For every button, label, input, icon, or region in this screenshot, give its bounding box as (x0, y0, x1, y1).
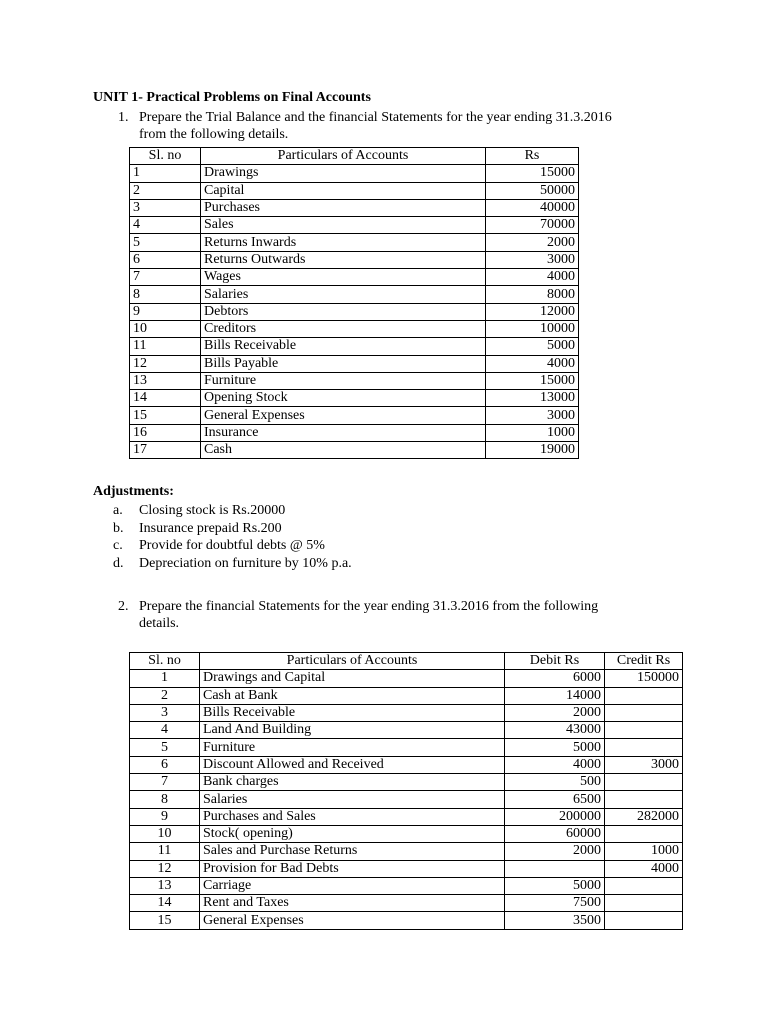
list-item (113, 555, 352, 573)
debit-cell: 6000 (505, 670, 605, 687)
serial-number-cell: 8 (130, 791, 200, 808)
particulars-cell: Bills Receivable (200, 704, 505, 721)
credit-cell (605, 774, 683, 791)
amount-cell: 3000 (486, 251, 579, 268)
table-row (130, 286, 579, 303)
table-row (130, 704, 683, 721)
serial-number-cell: 4 (130, 722, 200, 739)
question-2-text-line1: Prepare the financial Statements for the year ending 31.3.2016 from the following (139, 599, 599, 614)
adjustments-heading: Adjustments: (93, 484, 174, 499)
amount-cell: 15000 (486, 165, 579, 182)
serial-number-cell: 8 (130, 286, 201, 303)
serial-number-cell: 13 (130, 372, 201, 389)
serial-number-cell: 6 (130, 756, 200, 773)
list-item-text: Provide for doubtful debts @ 5% (139, 538, 325, 553)
amount-cell: 70000 (486, 217, 579, 234)
table-row (130, 808, 683, 825)
serial-number-cell: 11 (130, 338, 201, 355)
particulars-cell: Carriage (200, 877, 505, 894)
serial-number-cell: 14 (130, 895, 200, 912)
list-item-text: Closing stock is Rs.20000 (139, 503, 286, 518)
particulars-cell: Cash (201, 442, 486, 459)
table-row (130, 877, 683, 894)
serial-number-cell: 2 (130, 687, 200, 704)
particulars-cell: Drawings and Capital (200, 670, 505, 687)
credit-cell: 282000 (605, 808, 683, 825)
table-row (130, 442, 579, 459)
accounts-table (129, 652, 683, 930)
particulars-cell: Salaries (200, 791, 505, 808)
serial-number-cell: 12 (130, 355, 201, 372)
debit-cell: 5000 (505, 877, 605, 894)
table-row (130, 269, 579, 286)
serial-number-cell: 9 (130, 303, 201, 320)
particulars-cell: Purchases and Sales (200, 808, 505, 825)
column-header: Debit Rs (505, 653, 605, 670)
table-row (130, 338, 579, 355)
serial-number-cell: 15 (130, 407, 201, 424)
particulars-cell: Creditors (201, 320, 486, 337)
credit-cell (605, 739, 683, 756)
credit-cell (605, 825, 683, 842)
particulars-cell: Sales (201, 217, 486, 234)
amount-cell: 1000 (486, 424, 579, 441)
credit-cell: 1000 (605, 843, 683, 860)
credit-cell: 3000 (605, 756, 683, 773)
question-2 (118, 598, 678, 632)
column-header: Sl. no (130, 148, 201, 165)
credit-cell (605, 791, 683, 808)
serial-number-cell: 1 (130, 165, 201, 182)
particulars-cell: Sales and Purchase Returns (200, 843, 505, 860)
amount-cell: 5000 (486, 338, 579, 355)
list-item-letter: d. (113, 555, 124, 571)
particulars-cell: General Expenses (200, 912, 505, 929)
table-row (130, 739, 683, 756)
amount-cell: 50000 (486, 182, 579, 199)
particulars-cell: Rent and Taxes (200, 895, 505, 912)
table-header-row (130, 148, 579, 165)
list-item-letter: a. (113, 503, 123, 518)
particulars-cell: Bank charges (200, 774, 505, 791)
serial-number-cell: 7 (130, 269, 201, 286)
credit-cell (605, 704, 683, 721)
table-row (130, 825, 683, 842)
serial-number-cell: 3 (130, 704, 200, 721)
debit-cell: 2000 (505, 843, 605, 860)
question-2-number: 2. (118, 599, 129, 614)
serial-number-cell: 5 (130, 739, 200, 756)
amount-cell: 13000 (486, 390, 579, 407)
table-row (130, 843, 683, 860)
amount-cell: 40000 (486, 199, 579, 216)
particulars-cell: Discount Allowed and Received (200, 756, 505, 773)
debit-cell (505, 860, 605, 877)
list-item (113, 537, 352, 555)
column-header: Particulars of Accounts (200, 653, 505, 670)
list-item-letter: b. (113, 520, 124, 536)
column-header: Credit Rs (605, 653, 683, 670)
serial-number-cell: 4 (130, 217, 201, 234)
amount-cell: 10000 (486, 320, 579, 337)
amount-cell: 15000 (486, 372, 579, 389)
debit-cell: 14000 (505, 687, 605, 704)
table-row (130, 722, 683, 739)
table-row (130, 355, 579, 372)
amount-cell: 2000 (486, 234, 579, 251)
list-item (113, 502, 352, 520)
amount-cell: 4000 (486, 355, 579, 372)
question-1-number: 1. (118, 110, 129, 125)
debit-cell: 43000 (505, 722, 605, 739)
page-title: UNIT 1- Practical Problems on Final Accounts (93, 90, 371, 105)
debit-cell: 2000 (505, 704, 605, 721)
question-1-text-line1: Prepare the Trial Balance and the financial Statements for the year ending 31.3.2016 (139, 110, 612, 125)
table-row (130, 320, 579, 337)
debit-cell: 7500 (505, 895, 605, 912)
table-row (130, 860, 683, 877)
amount-cell: 3000 (486, 407, 579, 424)
table-row (130, 182, 579, 199)
amount-cell: 19000 (486, 442, 579, 459)
table-row (130, 912, 683, 929)
credit-cell (605, 912, 683, 929)
column-header: Sl. no (130, 653, 200, 670)
table-row (130, 165, 579, 182)
question-2-text-line2: details. (139, 616, 180, 632)
particulars-cell: Stock( opening) (200, 825, 505, 842)
table-row (130, 234, 579, 251)
adjustments-list (113, 502, 352, 572)
debit-cell: 4000 (505, 756, 605, 773)
serial-number-cell: 7 (130, 774, 200, 791)
table-row (130, 756, 683, 773)
particulars-cell: Furniture (200, 739, 505, 756)
serial-number-cell: 15 (130, 912, 200, 929)
particulars-cell: Insurance (201, 424, 486, 441)
serial-number-cell: 10 (130, 825, 200, 842)
particulars-cell: Purchases (201, 199, 486, 216)
table-row (130, 687, 683, 704)
serial-number-cell: 16 (130, 424, 201, 441)
particulars-cell: Debtors (201, 303, 486, 320)
credit-cell (605, 895, 683, 912)
table-row (130, 791, 683, 808)
credit-cell (605, 877, 683, 894)
column-header: Particulars of Accounts (201, 148, 486, 165)
table-header-row (130, 653, 683, 670)
serial-number-cell: 6 (130, 251, 201, 268)
serial-number-cell: 2 (130, 182, 201, 199)
list-item-text: Depreciation on furniture by 10% p.a. (139, 555, 352, 571)
amount-cell: 4000 (486, 269, 579, 286)
serial-number-cell: 14 (130, 390, 201, 407)
column-header: Rs (486, 148, 579, 165)
serial-number-cell: 11 (130, 843, 200, 860)
serial-number-cell: 17 (130, 442, 201, 459)
particulars-cell: General Expenses (201, 407, 486, 424)
particulars-cell: Furniture (201, 372, 486, 389)
list-item-text: Insurance prepaid Rs.200 (139, 520, 282, 536)
debit-cell: 5000 (505, 739, 605, 756)
particulars-cell: Returns Inwards (201, 234, 486, 251)
table-row (130, 895, 683, 912)
particulars-cell: Wages (201, 269, 486, 286)
particulars-cell: Cash at Bank (200, 687, 505, 704)
debit-cell: 6500 (505, 791, 605, 808)
table-row (130, 407, 579, 424)
particulars-cell: Opening Stock (201, 390, 486, 407)
list-item-letter: c. (113, 538, 123, 553)
serial-number-cell: 3 (130, 199, 201, 216)
debit-cell: 500 (505, 774, 605, 791)
trial-balance-table (129, 147, 579, 459)
table-row (130, 670, 683, 687)
list-item (113, 520, 352, 538)
credit-cell: 4000 (605, 860, 683, 877)
particulars-cell: Bills Receivable (201, 338, 486, 355)
table-row (130, 424, 579, 441)
particulars-cell: Drawings (201, 165, 486, 182)
serial-number-cell: 9 (130, 808, 200, 825)
debit-cell: 3500 (505, 912, 605, 929)
table-row (130, 774, 683, 791)
table-row (130, 372, 579, 389)
table-row (130, 199, 579, 216)
amount-cell: 8000 (486, 286, 579, 303)
credit-cell: 150000 (605, 670, 683, 687)
credit-cell (605, 687, 683, 704)
serial-number-cell: 1 (130, 670, 200, 687)
particulars-cell: Provision for Bad Debts (200, 860, 505, 877)
question-1 (118, 109, 678, 143)
debit-cell: 60000 (505, 825, 605, 842)
debit-cell: 200000 (505, 808, 605, 825)
table-row (130, 390, 579, 407)
credit-cell (605, 722, 683, 739)
particulars-cell: Salaries (201, 286, 486, 303)
serial-number-cell: 10 (130, 320, 201, 337)
serial-number-cell: 5 (130, 234, 201, 251)
table-row (130, 303, 579, 320)
amount-cell: 12000 (486, 303, 579, 320)
particulars-cell: Land And Building (200, 722, 505, 739)
particulars-cell: Bills Payable (201, 355, 486, 372)
table-row (130, 251, 579, 268)
serial-number-cell: 12 (130, 860, 200, 877)
question-1-text-line2: from the following details. (139, 127, 289, 143)
particulars-cell: Capital (201, 182, 486, 199)
particulars-cell: Returns Outwards (201, 251, 486, 268)
table-row (130, 217, 579, 234)
serial-number-cell: 13 (130, 877, 200, 894)
